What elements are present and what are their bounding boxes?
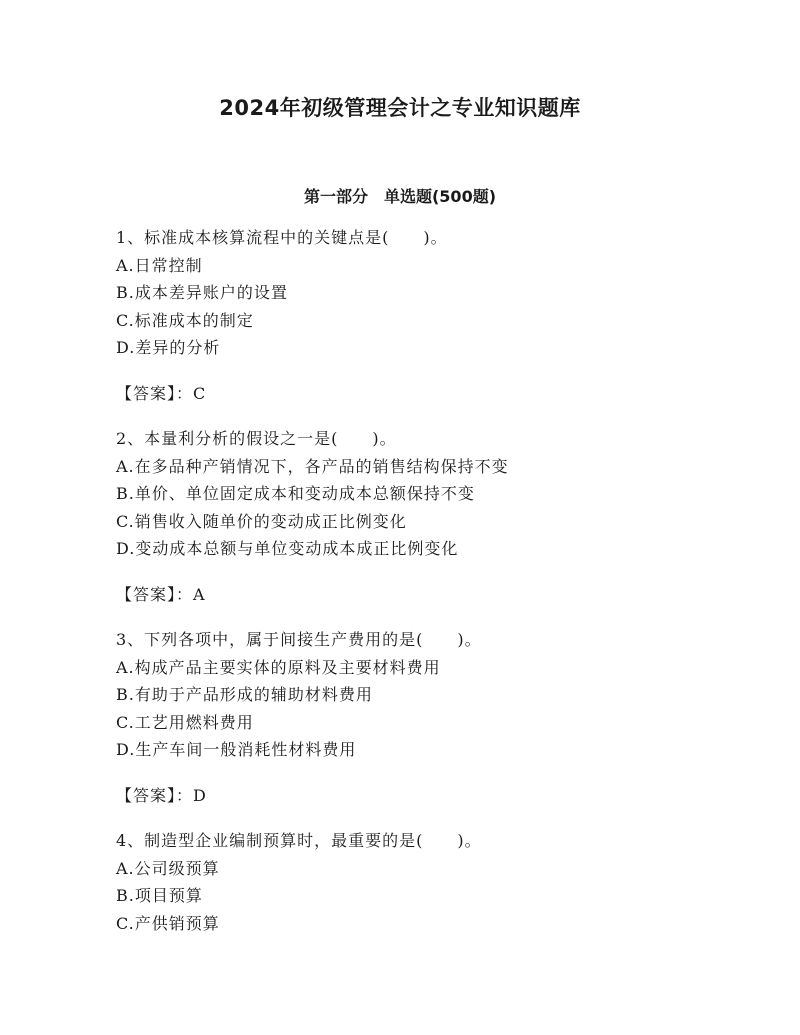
answer-value: A [193,584,206,604]
question-stem: 2、本量利分析的假设之一是( )。 [116,429,397,448]
answer-line [116,380,716,408]
answer-line [116,581,716,609]
option-c: C.产供销预算 [116,913,220,933]
question-2 [116,425,716,608]
section-title: 第一部分 单选题(500题) [303,187,497,206]
option-d: D.生产车间一般消耗性材料费用 [116,740,357,759]
option-c: C.工艺用燃料费用 [116,712,254,732]
question-4 [116,827,716,937]
question-stem: 3、下列各项中，属于间接生产费用的是( )。 [116,630,482,649]
question-1 [116,224,716,407]
option-b: B.有助于产品形成的辅助材料费用 [116,685,373,704]
answer-label: 【答案】： [116,383,194,403]
option-d: D.差异的分析 [116,338,221,357]
question-stem: 1、标准成本核算流程中的关键点是( )。 [116,228,448,247]
option-d: D.变动成本总额与单位变动成本成正比例变化 [116,539,459,558]
option-a: A.日常控制 [116,255,203,275]
option-a: A.构成产品主要实体的原料及主要材料费用 [116,657,441,677]
option-c: C.销售收入随单价的变动成正比例变化 [116,511,407,531]
answer-value: D [193,785,207,805]
option-b: B.项目预算 [116,886,203,905]
question-3 [116,626,716,809]
option-a: A.公司级预算 [116,858,220,878]
answer-label: 【答案】： [116,584,194,604]
question-stem: 4、制造型企业编制预算时，最重要的是( )。 [116,831,482,850]
option-b: B.成本差异账户的设置 [116,283,288,302]
option-c: C.标准成本的制定 [116,310,254,330]
document-title: 2024年初级管理会计之专业知识题库 [219,96,581,120]
question-list [116,224,716,937]
option-a: A.在多品种产销情况下，各产品的销售结构保持不变 [116,456,509,476]
answer-line [116,782,716,810]
answer-value: C [193,383,207,403]
option-b: B.单价、单位固定成本和变动成本总额保持不变 [116,484,475,503]
answer-label: 【答案】： [116,785,194,805]
